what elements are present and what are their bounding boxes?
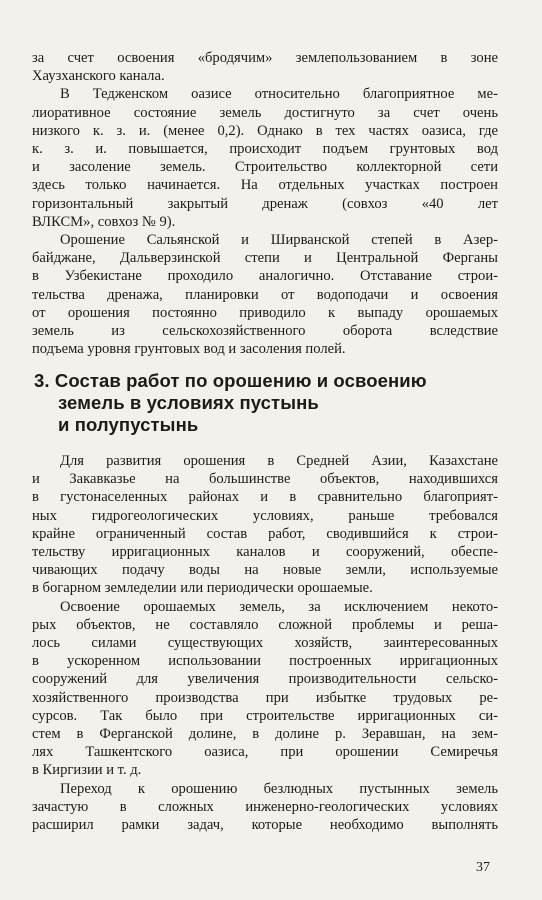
- paragraph-continuation: [32, 49, 498, 85]
- text-line: стем в Ферганской долине, в долине р. Зеравшан, на зем-: [32, 726, 498, 743]
- heading-line: и полупустынь: [58, 414, 199, 435]
- text-line: лиоративное состояние земель достигнуто за счет очень: [32, 104, 498, 121]
- text-line: рых объектов, не составляло сложной проблемы и реша-: [32, 616, 498, 633]
- text-line: байджане, Дальверзинской степи и Центральной Ферганы: [32, 250, 498, 267]
- paragraph-salyan-shirvan: [32, 231, 498, 358]
- text-line: Хаузханского канала.: [32, 68, 165, 85]
- text-line: здесь только начинается. На отдельных участках построен: [32, 177, 498, 194]
- text-line: от орошения постоянно приводило к выпаду орошаемых: [32, 304, 498, 321]
- text-line: в Киргизии и т. д.: [32, 762, 142, 779]
- text-line: и засоление земель. Строительство коллекторной сети: [32, 159, 498, 176]
- text-line: тельства дренажа, планировки от водоподачи и освоения: [32, 286, 498, 303]
- text-line: земель из сельскохозяйственного оборота вследствие: [32, 323, 498, 340]
- heading-line: земель в условиях пустынь: [58, 392, 319, 413]
- text-line: и Закавказье на большинстве объектов, находившихся: [32, 471, 498, 488]
- paragraph-land-development: [32, 598, 498, 780]
- text-line: за счет освоения «бродячим» землепользованием в зоне: [32, 50, 498, 66]
- page-number: 37: [476, 860, 490, 875]
- text-line: низкого к. з. и. (менее 0,2). Однако в тех частях оазиса, где: [32, 122, 498, 139]
- paragraph-tedzhen-oasis: [32, 85, 498, 231]
- text-line: сооружений для увеличения производительности сельско-: [32, 671, 498, 688]
- text-line: Орошение Сальянской и Ширванской степей в Азер-: [60, 232, 498, 249]
- text-line: в густонаселенных районах и в сравнительно благоприят-: [32, 489, 498, 506]
- text-line: сурсов. Так было при строительстве ирригационных си-: [32, 707, 498, 724]
- text-line: расширил рамки задач, которые необходимо выполнять: [32, 817, 498, 834]
- paragraph-development: [32, 452, 498, 598]
- text-line: Освоение орошаемых земель, за исключением некото-: [60, 598, 498, 615]
- text-line: ВЛКСМ», совхоз № 9).: [32, 213, 176, 230]
- text-line: лось силами существующих хозяйств, заинтересованных: [32, 635, 498, 652]
- text-line: Для развития орошения в Средней Азии, Казахстане: [60, 453, 498, 469]
- lower-text-block: [32, 452, 498, 834]
- text-line: зачастую в сложных инженерно-геологических условиях: [32, 798, 498, 815]
- text-line: к. з. и. повышается, происходит подъем грунтовых вод: [32, 141, 498, 158]
- text-line: в богарном земледелии или периодически орошаемые.: [32, 580, 373, 597]
- text-line: хозяйственного производства при избытке трудовых ре-: [32, 689, 498, 706]
- text-line: Переход к орошению безлюдных пустынных земель: [60, 780, 498, 797]
- text-line: чивающих подачу воды на новые земли, используемые: [32, 562, 498, 579]
- text-line: лях Ташкентского оазиса, при орошении Семиречья: [32, 744, 498, 761]
- text-line: В Тедженском оазисе относительно благоприятное ме-: [60, 86, 498, 103]
- text-line: в ускоренном использовании построенных ирригационных: [32, 653, 498, 670]
- text-line: тельству ирригационных каналов и сооружений, обеспе-: [32, 544, 498, 561]
- section-heading: [34, 370, 474, 436]
- paragraph-desert-lands: [32, 780, 498, 835]
- upper-text-block: [32, 49, 498, 358]
- text-line: в Узбекистане проходило аналогично. Отставание строи-: [32, 268, 498, 285]
- text-line: крайне ограниченный состав работ, сводившийся к строи-: [32, 525, 498, 542]
- text-line: горизонтальный закрытый дренаж (совхоз «40 лет: [32, 195, 498, 212]
- text-line: подъема уровня грунтовых вод и засоления полей.: [32, 341, 346, 358]
- text-line: ных гидрогеологических условиях, раньше требовался: [32, 507, 498, 524]
- heading-line: 3. Состав работ по орошению и освоению: [34, 370, 427, 391]
